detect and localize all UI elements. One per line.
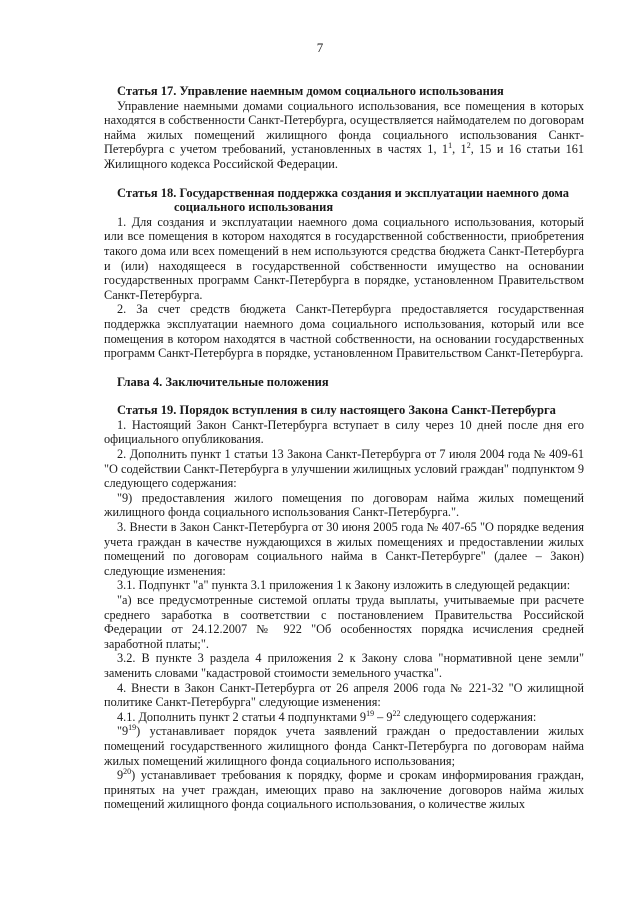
page-number: 7	[316, 40, 324, 55]
article-19-paragraph-3-1-quote: "а) все предусмотренные системой оплаты труда выплаты, учитываемые при расчете среднего заработка в соответствии с постановлением Правительства Российской Федерации от 24.12.2007 № 922 "Об особенностях порядка исчисления средней заработной платы;".	[104, 593, 584, 651]
article-19-paragraph-2-quote: "9) предоставления жилого помещения по договорам найма жилых помещений жилищного фонда социального использования Санкт-Петербурга.".	[104, 490, 584, 520]
article-19-quote-9-20: $9^{20}$) устанавливает требования к порядку, форме и срокам информирования граждан, принятых на учет граждан, имеющих право на заключение договоров найма жилых помещений жилищного фонда социального использования, о количестве жилых	[104, 767, 584, 812]
article-19-paragraph-4: 4. Внести в Закон Санкт-Петербурга от 26 апреля 2006 года № 221-32 "О жилищной политике Санкт-Петербурга" следующие изменения:	[104, 680, 584, 710]
article-19-paragraph-3-1: 3.1. Подпункт "а" пункта 3.1 приложения 1 к Закону изложить в следующей редакции:	[117, 578, 571, 593]
chapter-4-title: Глава 4. Заключительные положения	[117, 374, 329, 389]
article-19-paragraph-2: 2. Дополнить пункт 1 статьи 13 Закона Санкт-Петербурга от 7 июля 2004 года № 409-61 "О содействии Санкт-Петербурга в улучшении жилищных условий граждан" подпунктом 9 следующего содержания:	[104, 447, 584, 491]
article-17-title: Статья 17. Управление наемным домом социального использования	[117, 84, 504, 98]
article-19-paragraph-1: 1. Настоящий Закон Санкт-Петербурга вступает в силу через 10 дней после дня его официального опубликования.	[104, 417, 584, 447]
article-17-paragraph: Управление наемными домами социального использования, все помещения в которых находятся в собственности Санкт-Петербурга, осуществляется наймодателем по договорам найма жилых помещений жилищного фонда социального использования Санкт-Петербурга с учетом требований, установленных в частях 1, $1^1$, $1^2$, 15 и 16 статьи 161 Жилищного кодекса Российской Федерации.	[104, 98, 585, 171]
document-body	[104, 84, 584, 812]
article-18-title-line2: социального использования	[174, 200, 334, 215]
article-19-quote-9-19: "$9^{19}$) устанавливает порядок учета заявлений граждан о предоставлении жилых помещений государственного жилищного фонда Санкт-Петербурга по договорам найма жилых помещений жилищного фонда социального использования;	[104, 723, 584, 768]
article-19-paragraph-3-2: 3.2. В пункте 3 раздела 4 приложения 2 к Закону слова "нормативной цене земли" заменить словами "кадастровой стоимости земельного участка".	[104, 651, 584, 680]
article-18-paragraph-1: 1. Для создания и эксплуатации наемного дома социального использования, который или все помещения в котором находятся в государственной собственности, приобретения такого дома или всех помещений в нем используются средства бюджета Санкт-Петербурга и (или) находящееся в государственной собственности имущество на основании государственных программ Санкт-Петербурга в порядке, установленном Правительством Санкт-Петербурга.	[104, 214, 584, 302]
article-19-paragraph-4-1: 4.1. Дополнить пункт 2 статьи 4 подпунктами $9^{19} - 9^{22}$ следующего содержания:	[117, 708, 537, 724]
article-18-paragraph-2: 2. За счет средств бюджета Санкт-Петербурга предоставляется государственная поддержка эксплуатации наемного дома социального использования, который или все помещения в котором находятся в частной собственности, на основании государственных программ Санкт-Петербурга в порядке, установленном Правительством Санкт-Петербурга.	[104, 302, 584, 361]
article-19-paragraph-3: 3. Внести в Закон Санкт-Петербурга от 30 июня 2005 года № 407-65 "О порядке ведения учета граждан в качестве нуждающихся в жилых помещениях и предоставлении жилых помещений по договорам социального найма в Санкт-Петербурге" (далее – Закон) следующие изменения:	[104, 520, 584, 578]
article-18-title-line1: Статья 18. Государственная поддержка создания и эксплуатации наемного дома	[117, 185, 570, 200]
article-19-title: Статья 19. Порядок вступления в силу настоящего Закона Санкт-Петербурга	[117, 403, 556, 418]
article-18-title	[104, 186, 584, 215]
